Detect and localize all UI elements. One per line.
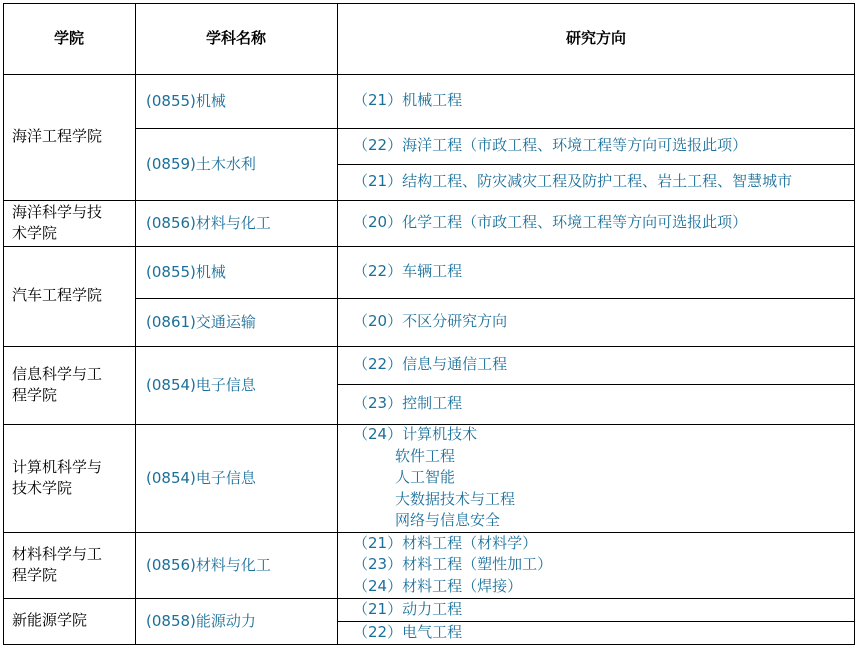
direction-text: （21）动力工程 [353,599,463,618]
header-direction: 研究方向 [565,29,626,47]
college-name-line: 信息科学与工 [12,364,103,383]
direction-cell [337,621,855,644]
college-name-line: 材料科学与工 [12,544,103,563]
college-cell [3,246,135,346]
direction-text: （21）结构工程、防灾减灾工程及防护工程、岩土工程、智慧城市 [353,172,793,191]
direction-cell [337,246,855,298]
college-cell [3,532,135,598]
direction-cell [337,74,855,128]
subject-cell: (0856)材料与化工 [146,555,271,574]
college-name-line: 术学院 [12,224,58,242]
subject-cell: (0855)机械 [146,91,226,110]
header-subject: 学科名称 [205,29,266,47]
college-name-line: 技术学院 [12,479,73,497]
direction-text: 人工智能 [395,468,456,487]
college-cell [3,598,135,644]
direction-cell [337,298,855,346]
direction-text: （20）不区分研究方向 [353,312,508,331]
direction-cell [337,532,855,598]
direction-text: （20）化学工程（市政工程、环境工程等方向可选报此项） [353,213,748,232]
college-cell [3,424,135,532]
direction-text: （21）材料工程（材料学） [353,533,538,552]
direction-text: （24）计算机技术 [353,425,478,444]
college-cell [3,346,135,424]
subject-cell: (0855)机械 [146,262,226,281]
college-name-line: 新能源学院 [12,611,88,630]
direction-cell [337,346,855,384]
college-name-line: 汽车工程学院 [12,286,103,305]
college-name-line: 海洋科学与技 [12,202,103,221]
direction-cell [337,598,855,621]
direction-text: （23）材料工程（塑性加工） [353,555,553,574]
direction-text: （22）信息与通信工程 [353,355,508,374]
subject-cell: (0854)电子信息 [146,468,256,487]
subject-cell: (0856)材料与化工 [146,213,271,232]
direction-text: （21）机械工程 [353,91,463,110]
subject-cell: (0861)交通运输 [146,312,256,331]
direction-cell [337,200,855,246]
college-name-line: 程学院 [12,566,58,584]
subject-cell: (0854)电子信息 [146,375,256,394]
direction-text: （23）控制工程 [353,394,463,413]
direction-cell [337,424,855,532]
subject-cell: (0858)能源动力 [146,611,256,630]
subject-cell: (0859)土木水利 [146,154,256,173]
direction-text: （22）车辆工程 [353,262,463,281]
college-name-line: 计算机科学与 [12,457,103,476]
direction-text: （24）材料工程（焊接） [353,576,523,595]
direction-cell [337,164,855,200]
college-cell [3,200,135,246]
direction-cell [337,128,855,164]
college-cell [3,74,135,200]
direction-text: 大数据技术与工程 [395,489,516,508]
header-college: 学院 [53,29,84,47]
direction-text: 软件工程 [395,446,456,465]
college-name-line: 海洋工程学院 [12,127,103,146]
direction-text: （22）海洋工程（市政工程、环境工程等方向可选报此项） [353,136,748,155]
college-name-line: 程学院 [12,386,58,404]
direction-text: （22）电气工程 [353,622,463,641]
direction-text: 网络与信息安全 [395,511,501,530]
direction-cell [337,384,855,424]
